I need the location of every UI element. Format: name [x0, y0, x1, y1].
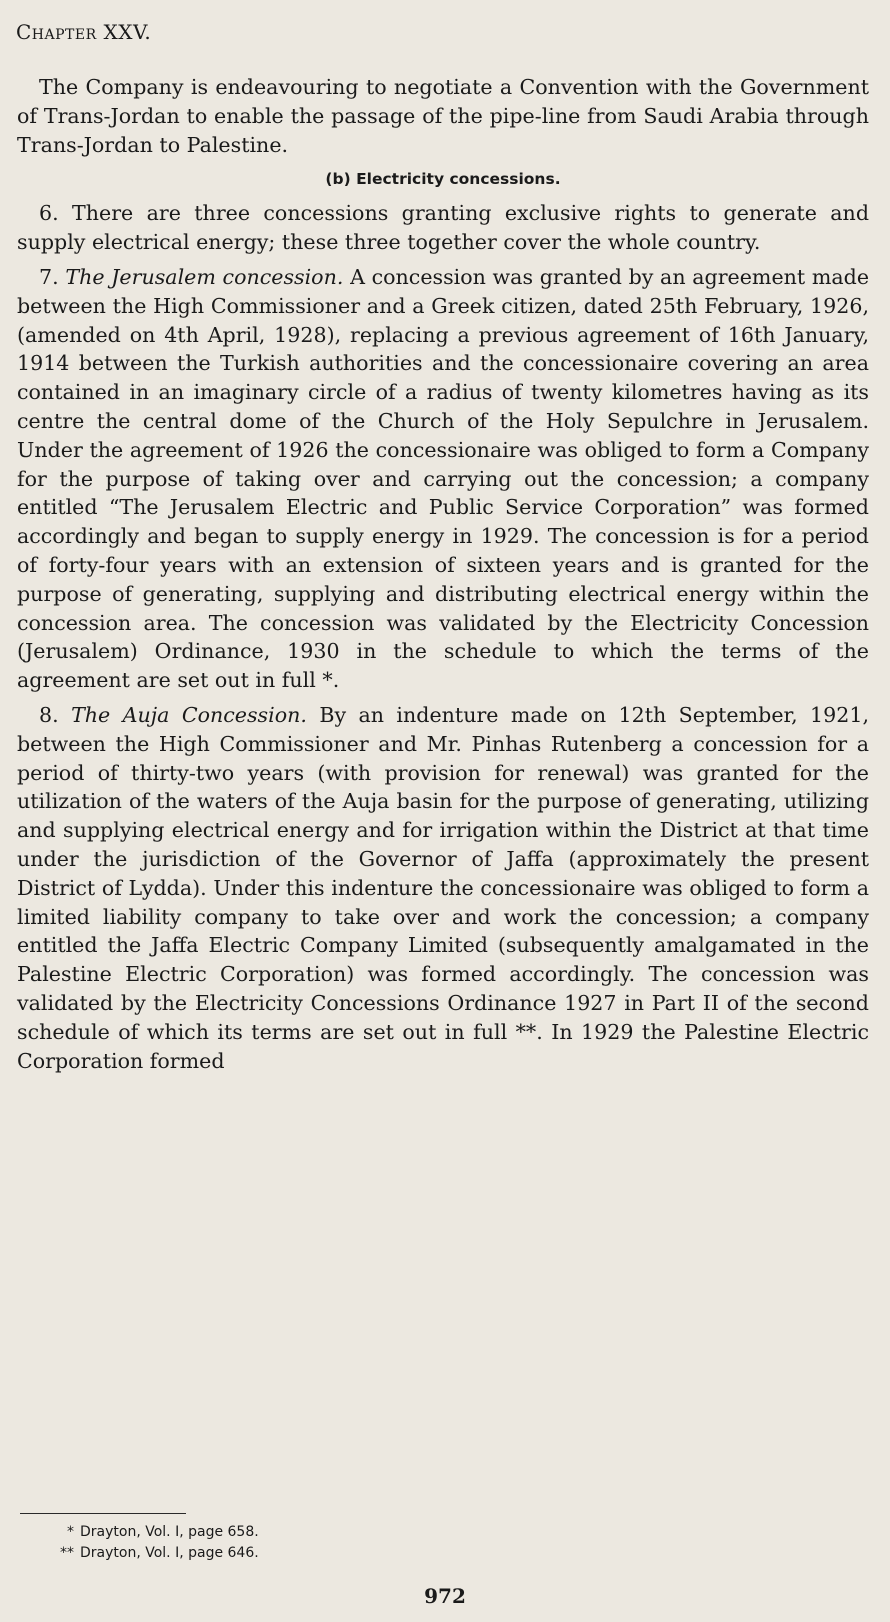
paragraph-number: 7.: [39, 264, 59, 289]
footnote-mark: **: [60, 1545, 74, 1561]
paragraph-number: 6.: [39, 201, 59, 226]
chapter-header: Chapter XXV.: [16, 20, 152, 44]
body-text: [17, 73, 869, 1081]
footnote-text: Drayton, Vol. I, page 658.: [80, 1524, 259, 1540]
footnote-mark: *: [67, 1524, 74, 1540]
section-heading: (b) Electricity concessions.: [325, 170, 561, 189]
paragraph-text: A concession was granted by an agreement made between the High Commissioner and a Greek citizen, dated 25th February, 1926, (amended on 4th April, 1928), replacing a previous agreement of 16th January, 1914 between the Turkish authorities and the concessionaire covering an area contained in an imaginary circle of a radius of twenty kilometres having as its centre the central dome of the Church of the Holy Sepulchre in Jerusalem. Under the agreement of 1926 the concessionaire was obliged to form a Company for the purpose of taking over and carrying out the concession; a company entitled “The Jerusalem Electric and Public Service Corporation” was formed accordingly and began to supply energy in 1929. The concession is for a period of forty-four years with an extension of sixteen years and is granted for the purpose of generating, supplying and distributing electrical energy within the concession area. The concession was validated by the Electricity Concession (Jerusalem) Ordinance, 1930 in the schedule to which the terms of the agreement are set out in full *.: [17, 264, 870, 693]
footnote-item: [52, 1522, 259, 1543]
page-number: 972: [424, 1584, 466, 1608]
paragraph-8: [17, 701, 869, 1075]
footnote-divider: [20, 1513, 186, 1514]
paragraph-italic-lead: The Jerusalem concession.: [65, 264, 344, 289]
footnote-text: Drayton, Vol. I, page 646.: [80, 1545, 259, 1561]
paragraph-text: By an indenture made on 12th September, 1921, between the High Commissioner and Mr. Pinhas Rutenberg a concession for a period of thirty-two years (with provision for renewal) was granted for the utilization of the waters of the Auja basin for the purpose of generating, utilizing and supplying electrical energy and for irrigation within the District at that time under the jurisdiction of the Governor of Jaffa (approximately the present District of Lydda). Under this indenture the concessionaire was obliged to form a limited liability company to take over and work the concession; a company entitled the Jaffa Electric Company Limited (subsequently amalgamated in the Palestine Electric Corporation) was formed accordingly. The concession was validated by the Electricity Concessions Ordinance 1927 in Part II of the second schedule of which its terms are set out in full **. In 1929 the Palestine Electric Corporation formed: [17, 702, 869, 1073]
intro-paragraph: The Company is endeavouring to negotiate a Convention with the Government of Trans-Jordan to enable the passage of the pipe-line from Saudi Arabia through Trans-Jordan to Palestine.: [17, 75, 869, 157]
paragraph-6: [17, 199, 869, 257]
footnote-item: [52, 1543, 259, 1564]
footnotes: [52, 1522, 259, 1564]
paragraph-italic-lead: The Auja Concession.: [71, 702, 307, 727]
paragraph-number: 8.: [39, 702, 59, 727]
paragraph-text: There are three concessions granting exclusive rights to generate and supply electrical energy; these three together cover the whole country.: [17, 201, 870, 255]
paragraph-7: [17, 263, 869, 695]
